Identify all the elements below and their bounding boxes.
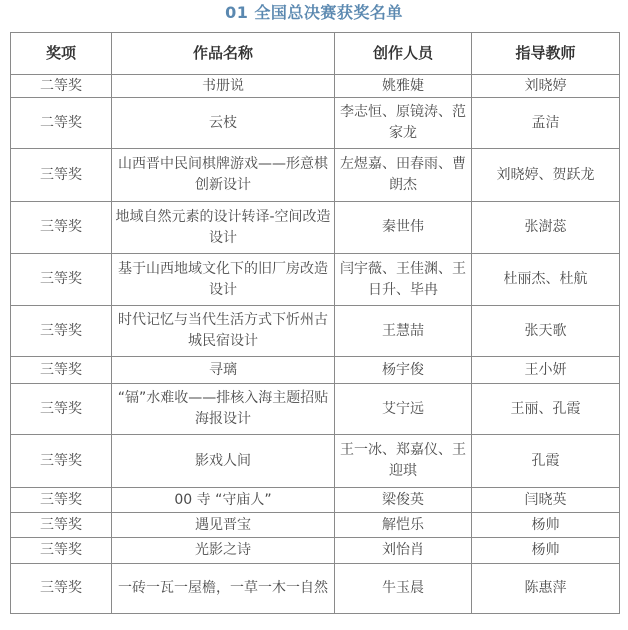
creators-cell: 秦世伟: [335, 202, 472, 254]
table-header-row: [11, 33, 620, 75]
creators-cell: 王慧喆: [335, 306, 472, 357]
table-row: [11, 98, 620, 149]
award-cell: 三等奖: [11, 306, 112, 357]
work-title-cell: 书册说: [112, 75, 335, 98]
table-body: [11, 75, 620, 614]
award-cell: 三等奖: [11, 564, 112, 614]
creators-cell: 左煜嘉、田春雨、曹朗杰: [335, 149, 472, 202]
creators-cell: 艾宁远: [335, 384, 472, 435]
teacher-cell: 王小妍: [472, 357, 620, 384]
creators-cell: 杨宇俊: [335, 357, 472, 384]
table-row: [11, 254, 620, 306]
work-title-cell: 山西晋中民间棋牌游戏——形意棋创新设计: [112, 149, 335, 202]
table-row: [11, 488, 620, 513]
teacher-cell: 刘晓婷、贺跃龙: [472, 149, 620, 202]
work-title-cell: 地域自然元素的设计转译-空间改造设计: [112, 202, 335, 254]
creators-cell: 刘怡肖: [335, 538, 472, 564]
table-row: [11, 202, 620, 254]
table-row: [11, 538, 620, 564]
teacher-cell: 杜丽杰、杜航: [472, 254, 620, 306]
teacher-cell: 杨帅: [472, 538, 620, 564]
awards-table: [10, 32, 620, 614]
work-title-cell: 时代记忆与当代生活方式下忻州古城民宿设计: [112, 306, 335, 357]
creators-cell: 牛玉晨: [335, 564, 472, 614]
work-title-cell: 遇见晋宝: [112, 513, 335, 538]
award-cell: 三等奖: [11, 488, 112, 513]
header-work-title: 作品名称: [112, 33, 335, 75]
table-row: [11, 149, 620, 202]
award-cell: 三等奖: [11, 149, 112, 202]
award-cell: 三等奖: [11, 435, 112, 488]
work-title-cell: 00 寺 “守庙人”: [112, 488, 335, 513]
teacher-cell: 闫晓英: [472, 488, 620, 513]
table-row: [11, 75, 620, 98]
work-title-cell: “镉”水难收——排核入海主题招贴海报设计: [112, 384, 335, 435]
award-cell: 二等奖: [11, 75, 112, 98]
award-cell: 三等奖: [11, 538, 112, 564]
work-title-cell: 云枝: [112, 98, 335, 149]
teacher-cell: 孟洁: [472, 98, 620, 149]
work-title-cell: 影戏人间: [112, 435, 335, 488]
creators-cell: 梁俊英: [335, 488, 472, 513]
table-row: [11, 306, 620, 357]
award-cell: 三等奖: [11, 384, 112, 435]
work-title-cell: 寻璃: [112, 357, 335, 384]
header-award: 奖项: [11, 33, 112, 75]
teacher-cell: 王丽、孔霞: [472, 384, 620, 435]
teacher-cell: 陈惠萍: [472, 564, 620, 614]
award-cell: 三等奖: [11, 513, 112, 538]
teacher-cell: 孔霞: [472, 435, 620, 488]
work-title-cell: 一砖一瓦一屋檐，一草一木一自然: [112, 564, 335, 614]
award-cell: 二等奖: [11, 98, 112, 149]
award-cell: 三等奖: [11, 357, 112, 384]
table-row: [11, 513, 620, 538]
table-row: [11, 384, 620, 435]
table-row: [11, 435, 620, 488]
award-cell: 三等奖: [11, 202, 112, 254]
teacher-cell: 张澍蕊: [472, 202, 620, 254]
creators-cell: 李志恒、原镜涛、范家龙: [335, 98, 472, 149]
page-title: 01 全国总决赛获奖名单: [225, 3, 403, 22]
table-row: [11, 564, 620, 614]
header-creators: 创作人员: [335, 33, 472, 75]
creators-cell: 闫宇薇、王佳渊、王日升、毕冉: [335, 254, 472, 306]
teacher-cell: 刘晓婷: [472, 75, 620, 98]
award-cell: 三等奖: [11, 254, 112, 306]
teacher-cell: 张天歌: [472, 306, 620, 357]
creators-cell: 王一冰、郑嘉仪、王迎琪: [335, 435, 472, 488]
work-title-cell: 光影之诗: [112, 538, 335, 564]
table-row: [11, 357, 620, 384]
work-title-cell: 基于山西地域文化下的旧厂房改造设计: [112, 254, 335, 306]
header-teacher: 指导教师: [472, 33, 620, 75]
creators-cell: 解恺乐: [335, 513, 472, 538]
teacher-cell: 杨帅: [472, 513, 620, 538]
creators-cell: 姚雅婕: [335, 75, 472, 98]
